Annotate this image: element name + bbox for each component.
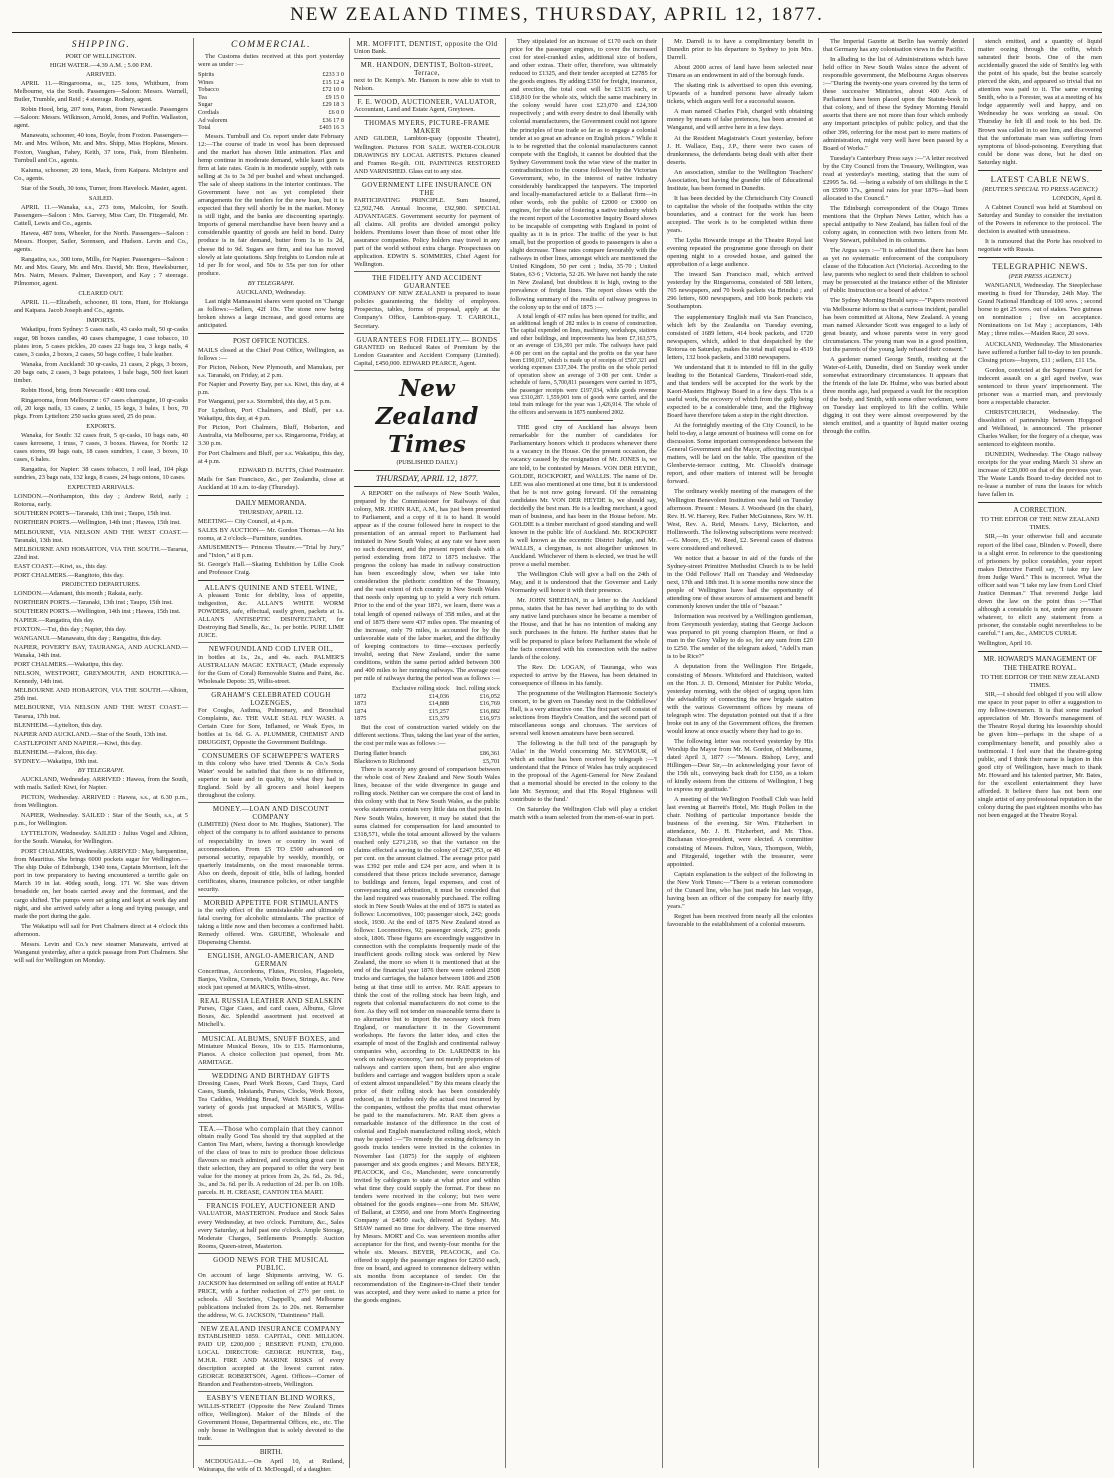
telegraph-entry: PICTON, Wednesday. ARRIVED : Hawea, s.s., at 6.30 p.m., from Wellington. [14,793,188,809]
shipping-entry: Star of the South, 30 tons, Turner, from Havelock. Master, agent. [21,184,187,192]
telegraph-entry: LYTTELTON, Wednesday. SAILED : Julius Vogel and Albion, for the South. Wanaka, for Wellington. [14,830,188,846]
ad-title: CONSUMERS OF SCHWEPPE'S WATERS [202,752,340,761]
ad-body: Accountant, Land and Estate Agent, Greytown. [354,106,476,114]
leader-paragraph: A REPORT on the railways of New South Wales, prepared by the Commissioner for Railways of that colony, MR. JOHN RAE, A.M., has just been presented to Parliament, and a copy of it is to hand. It would appear as if the course followed here in respect to the presentation of an annual report to Parliament had imitated in New South Wales; at any rate we have seen no such document, and the present report deals with a period extending from 1872 to 1875 inclusive. The progress the colony has made in railway construction has been exceedingly slow, when we take into consideration the plethoric condition of the Treasury, and the vast extent of rich country in New South Wales that needs only opening up to yield a very rich return. Prior to the end of the year 1871, we learn, there was a total length of opened railways of 358 miles, and at the end of 1875 there were 437 miles open. The meaning of the increase, only 79 miles, is accounted for by the unfavorable state of the labor market, and the difficulty of keeping contractors to time—excuses perfectly invalid, seeing that New Zealand, under the same conditions, within the same period added between 300 and 400 miles to her running railways. The average cost per mile of railways during the period was as follows :— [354,489,500,682]
shipping-entry: Hawea, 487 tons, Wheeler, for the North. Passengers—Saloon : Messrs. Hooper, Sailer, Sorensen, and Hudson. Levin and Co., agents. [14,229,188,254]
advertisement [198,899,344,950]
table-cell: £16,973 [479,715,500,723]
column-rule [818,38,819,1468]
ad-title: NEW ZEALAND INSURANCE COMPANY [200,1325,342,1334]
ad-body: WILLIS-STREET (Opposite the New Zealand Times office, Wellington). Maker of the Blinds of the Government House, Departmental Offices, etc., etc. The only house in Wellington that is solely devoted to the trade. [198,1402,344,1442]
cable-place: LONDON, April 8. [1052,194,1102,202]
news-paragraph: The Argus says :—"It is admitted that there has been as yet no systematic enforcement of the compulsory clause of the Education Act (Victoria). According to the law, parents who neglect to send their children to school may be prosecuted at the instance either of the Minister of Public Instruction or a board of advice." [823,247,968,295]
shipping-entry: Kaiuma, schooner, 20 tons, Mack, from Kaipara. McIntyre and Co., agents. [14,166,188,182]
section-rule [198,580,344,581]
cleared-heading: CLEARED OUT. [78,290,124,298]
shipping-entry: APRIL 11.—Wanaka, s.s., 273 tons, Malcolm, for South. Passengers—Saloon : Mrs. Garvey, Miss Carr, Dr. Fitzgerald, Mr. Cattell, Lewis and Co., agents. [14,203,188,227]
section-rule [354,470,500,471]
imports-heading: IMPORTS. [86,317,116,325]
advertisement [354,40,500,59]
memoranda-title: DAILY MEMORANDA. [235,498,307,507]
correction-addressee: TO THE EDITOR OF THE NEW ZEALAND TIMES. [980,516,1100,532]
news-paragraph: The following letter was received yesterday by His Worship the Mayor from Mr. M. Gordon, of Melbourne, dated April 3, 1877 :—"Messrs. Bishop, Levy, and Hillingen—Dear Sir,—In acknowledging your favor of the 15th ult., conveying back draft for £150, as a token of kindly esteem from the citizens of Wellington, I beg to express my gratitude." [667,737,813,794]
ad-body: COMPANY OF NEW ZEALAND is prepared to issue policies guaranteeing the fidelity of employees. Prospectus, tables, forms of proposal, apply at the Company's Office, Lambton-quay. T. CARROLL, Secretary. [354,290,500,330]
table-cell: £14,036 [428,692,450,700]
section-rule [198,495,344,496]
column-rule [349,38,350,1468]
shipping-entry: PORT CHALMERS.—Wakatipu, this day. [14,661,123,669]
paper-published: (PUBLISHED DAILY.) [396,458,458,466]
commercial-title: COMMERCIAL. [230,40,312,50]
ad-body: (LIMITED) (Next door to Mr. Hughes, Stationer). The object of the company is to afford assistance to persons of respectability in town or country in want of accommodation. From £5 TO £500 advanced on personal security, repayable by weekly, monthly, or quarterly instalments, on the most reasonable terms. Also on deeds, deposit of title, bills of lading, bonded certificates, shares, insurance policies, or other tangible security. [198,821,344,893]
issue-date: THURSDAY, APRIL 12, 1877. [375,472,479,483]
commercial-telegraph-title: BY TELEGRAPH. [247,279,295,287]
customs-amount: £72 10 0 [322,86,344,94]
shipping-title: SHIPPING. [71,40,131,50]
page-masthead: NEW ZEALAND TIMES, THURSDAY, APRIL 12, 1877. [290,4,824,25]
table-header: Incl. rolling stock [456,684,500,692]
leader-paragraph: They stipulated for an increase of £170 each on their price for the passenger engines, to cover the increased cost for steel-cranked axles, additional size of boilers, and other extras. Their offer, therefore, was ultimately reduced to £1325, and their tender accepted at £2785 for the goods engines. By adding £350 for freight, insurance, and erection, the total cost will be £3135 each, or £18,810 for the whole six, which the same machinery in the colony would have cost £23,070 and £24,300 respectively ; and with every desire to deal liberally with colonial manufacturers, the Government could not ignore the principles of true trade so far as to engage a colonial tender at so great an advance on English prices." While it is to be regretted that the colonial manufacturers cannot compete with the English, it cannot be doubted that the Sydney Government took the wise view of the matter in contradistinction to the course followed by the Victorian Government, who, in the interest of native industry considerably handicapped the taxpayers. The imported and locally-manufactured article to a Ballarat firm—in other words, rob the public of £2000 or £3000 on engines, for the sake of fostering a native industry which the recent report of the Locomotive Inquiry Board shows to be incapable of competing with England in point of quality as it is in price. The traffic of the year is but small, but the proportion of goods to passengers is also a slight decrease. These rates compare favourably with the railways in other lines, amongst which are mentioned the United Kingdom, 50 per cent ; India, 35·70 ; United States, 63·6 ; Victoria, 52·26. We have not handy the rate in New Zealand, but doubtless it is high, owing to the prevalence of freight lines. The report closes with the following summary of the results of railway progress in the colony up to the end of 1875 :— [510,38,657,311]
howard-letter-title: MR. HOWARD'S MANAGEMENT OF THE THEATRE ROYAL. [983,655,1097,673]
cable-item: A Cabinet Council was held at Stamboul on Saturday and Sunday to consider the invitation of the Powers in reference to the protocol. The decision is awaited with uneasiness. [978,203,1102,235]
shipping-entry: Rangatira, for Napier: 38 cases tobacco, 1 roll lead, 104 pkgs sundries, 23 bags oats, 132 kegs, 8 cases, 24 bags onions, 10 cases. [14,466,188,482]
advertisement [198,805,344,897]
birth-title: BIRTH. [259,1447,283,1456]
ad-body: A pleasant Tonic for debility, loss of appetite, indigestion, &c. ALLAN'S WHITE WORM POWDERS, safe, effectual, easily given, packets at 1s. ALLAN'S ANTISEPTIC DISINFECTANT, for Destroying Bad Smells, &c., 1s. per bottle. PURE LIME JUICE. [198,592,344,640]
ad-title: MONEY.—LOAN AND DISCOUNT COMPANY [212,805,330,822]
commercial-telegraph-text: Last night Mannassini shares were quoted on 'Change as follows:—Sellers, 42f 10s. The stone now being broken shows a large increase, and good returns are anticipated. [198,297,344,329]
ad-title: GRAHAM'S CELEBRATED COUGH LOZENGES, [211,690,331,707]
post-office-title: POST OFFICE NOTICES. [233,336,309,345]
advertisement [198,645,344,688]
advertisement [198,997,344,1032]
ad-title: ALLAN'S QUININE AND STEEL WINE, [204,584,338,593]
shipping-entry: Wanaka, for South: 32 cases fruit, 5 qr-casks, 10 bags oats, 40 cases kerosene, 1 truss, 7 cases, 3 boxes. Hawea, for North: 12 cases stores, 99 bags oats, 18 cases sundries, 1 case, 3 boxes, 10 cases, 6 bales. [14,432,188,464]
shipping-entry: Wanaka, from Auckland: 30 qr-casks, 21 cases, 2 pkgs, 3 boxes, 20 bags oats, 2 cases, 3 bags potatoes, 1 bale bags, 500 feet kauri timber. [14,360,188,384]
shipping-entry: APRIL 11.—Ringarooma, ss., 125 tons, Whitburn, from Melbourne, via the South. Passengers—Saloon: Messrs. Warnell, Butler, Trumble, and Reid ; 4 steerage. Rodney, agent. [14,80,188,104]
news-paragraph: In alluding to the list of Administrations which have held office in New South Wales since the advent of responsible government, the Melbourne Argus observes :—"During the twenty-one years covered by the term of these successive Ministries, about 400 Acts of Parliament have been placed upon the Statute-book in that colony, and of these the Sydney Morning Herald asserts that there are not more than four which embody any important principles of public policy, and that the other 396, referring for the most part to mere matters of administration, might very well have been passed by a Board of Works." [823,56,968,152]
ad-title: THOMAS MYERS, PICTURE-FRAME MAKER [364,119,490,136]
ad-title: REAL RUSSIA LEATHER AND SEALSKIN [199,997,343,1006]
ad-body: Purses, Cigar Cases, and card cases, Albums, Glove Boxes, &c. Splendid assortment just received at Mitchell's. [198,1005,344,1029]
cable-subtitle: (REUTER'S SPECIAL TO PRESS AGENCY.) [982,185,1098,193]
column-leader [354,38,500,1468]
customs-amount: £15 12 4 [322,78,344,86]
column-shipping [14,38,188,1468]
ad-title: GOOD NEWS FOR THE MUSICAL PUBLIC. [213,1255,329,1272]
shipping-entry: SOUTHERN PORTS—Taranaki, 13th inst ; Taupo, 15th inst. [14,510,171,518]
news-paragraph: Tuesday's Canterbury Press says :—"A letter received by the City Council from the Treasury, Wellington, was read at yesterday's meeting, stating that the sum of £2995 5s. 6d. —being a subsidy of ten shillings in the £ on £5990 17s., general rates for year 1876—had been allocated to the Council." [823,154,968,202]
post-notice: For Lyttelton, Port Chalmers, and Bluff, per s.s. Wakatipu, this day, at 4 p.m. [198,407,344,423]
advertisement [198,1256,344,1323]
ad-body: is the only effect of the unmistakeable and ultimately fatal craving for alcoholic stimulants. The practice of taking a little now and then becomes a confirmed habit. Remedy offered. Wm. GRUEBE, Wholesale and Dispensing Chemist. [198,906,344,947]
customs-item: Tea [198,93,207,101]
shipping-entry: BLENHEIM.—Falcon, this day. [14,748,97,756]
ad-title: THE FIDELITY AND ACCIDENT GUARANTEE [372,274,482,291]
commercial-telegraph-place: AUCKLAND, Wednesday. [236,288,306,296]
news-paragraph: A man named Charles Fish, charged with obtaining money by means of false pretences, has been arrested at Wanganui, and will arrive here in a few days. [667,108,813,132]
news-paragraph: The inward San Francisco mail, which arrived yesterday by the Ringarooma, consisted of 580 letters, 765 newspapers, and 70 book packets via Brindisi ; and 296 letters, 600 newspapers, and 100 book packets via Southampton. [667,271,813,311]
shipping-entry: MELBOURNE AND HOBARTON, VIA THE SOUTH.—Albion, 25th inst. [14,687,188,703]
shipping-entry: LONDON.—Adamant, this month ; Rakaia, early. [14,589,143,597]
table-cell: £16,052 [479,692,500,700]
customs-item: Ad valorem [198,116,228,124]
section-rule [198,333,344,334]
table-cell: 1875 [354,715,367,723]
column-commercial [198,38,344,1473]
table-cell: £15,379 [428,715,450,723]
news-paragraph: We understand that it is intended to fill in the gully leading to the Botanical Gardens, Tinakori-road side, and that tenders will be accepted for the work by the Kaori-Masters Highway Board in a few days. This is a useful work, the recovery of which from the gully being expected to be a considerable time, and the Highway Board have therefore taken a step in the right direction. [667,363,813,420]
customs-amount: £233 3 0 [322,71,344,79]
advertisement [354,274,500,333]
table-cell: £15,257 [428,707,450,715]
shipping-entry: NORTHERN PORTS.—Wellington, 14th inst ; Hawea, 15th inst. [14,519,181,527]
shipping-entry: SYDNEY.—Wakatipu, 19th inst. [14,757,99,765]
shipping-entry: Robin Hood, brig, 207 tons, Paton, from Newcastle. Passengers—Saloon: Messrs. Wilkinson, Arnold, Jones, and Poffin. Wallaston, agent. [14,106,188,130]
ad-body: obtain really Good Tea should try that supplied at the Canton Tea Mart, where, having a thorough knowledge of the class of teas to mix to produce those delicious flavours so much admired, and exercising great care in their selection, they are prepared to offer the very best value for the money at prices from 2s, 2s. 6d., 2s. 9d., 3s., and 3s. 6d. per lb. A reduction of 2d. per lb. on 10lb. parcels. H. H. CREASE, CANTON TEA MART. [198,1133,344,1197]
ad-body: AND GILDER, Lambton-quay (opposite Theatre), Wellington. Pictures FOR SALE. WATER-COLOUR DRAWINGS BY LOCAL ARTISTS. Pictures cleaned and Frames Re-gilt. OIL PAINTINGS RESTORED AND VARNISHED. Glass cut to any size. [354,135,500,175]
shipping-entry: FOXTON.—Tui, this day ; Napier, this day. [14,626,127,634]
ad-title: EASBY'S VENETIAN BLIND WORKS, [206,1394,336,1403]
advertisement [198,1394,344,1445]
news-paragraph: The Imperial Gazette at Berlin has warmly denied that Germany has any colonisation views in the Pacific. [823,38,968,54]
memoranda-item: SALES BY AUCTION— Mr. Gordon Thomas.—At his rooms, at 2 o'clock—Furniture, sundries. [198,526,344,542]
customs-item: Total [198,124,211,132]
section-rule [978,257,1102,258]
post-notice: EDWARD D. BUTTS, Chief Postmaster. [238,466,344,474]
telegraph-heading: BY TELEGRAPH. [77,766,125,774]
news-paragraph: The ordinary weekly meeting of the managers of the Wellington Benevolent Institution was held on Tuesday afternoon. Present : Messrs. J. Woodward (in the chair), Rev. H. W. Harvey, Rev. Father McGuinness, Rev. W. H. West, Rev. A. Reid, Messrs. Levy, Bickerton, and Hollinworth. The following subscriptions were received:—G. Moore, £5 ; W. Reed, £2. Several cases of distress were considered and relieved. [667,488,813,552]
shipping-entry: MELBOURNE AND HOBARTON, VIA THE SOUTH.—Tararua, 22nd inst. [14,545,188,561]
advertisement [198,752,344,803]
customs-amount: £403 16 3 [319,124,344,132]
ad-title: MR. HANDON, DENTIST, Bolton-street, Terrace, [360,61,494,78]
post-notice: For Wanganui, per s.s. Stormbird, this day, at 5 p.m. [198,398,332,406]
port-heading: PORT OF WELLINGTON. [65,53,137,60]
shipping-entry: LONDON.—Northampton, this day ; Andrew Reid, early ; Rotorua, early. [14,493,188,509]
memoranda-item: MEETING— City Council, at 4 p.m. [198,517,294,525]
table-cell: £16,882 [479,707,500,715]
shipping-entry: APRIL 11.—Elizabeth, schooner, 81 tons, Hunt, for Hokianga and Kaipara. Jacob Joseph and Co., agents. [14,299,188,315]
news-paragraph: The skating rink is advertised to open this evening. Upwards of a hundred persons have already taken tickets, which augurs well for a successful season. [667,82,813,106]
shipping-entry: NORTHERN PORTS.—Taranaki, 13th inst ; Taupo, 15th inst. [14,598,173,606]
news-paragraph: Information was received by a Wellington gentleman, from Greymouth yesterday, stating that George Jackson was prepared to pit young champion Hearn, or find a man in the Grey Valley to do so, for any sum from £20 to £250. The sender of the telegram asked, "Adell's man is to be Rice?" [667,613,813,661]
news-paragraph: stench emitted, and a quantity of liquid matter oozing through the coffin, which saturated their boots. One of the men accidentally grazed the side of Smith's leg with the point of his spade, but the bruise scarcely pierced the skin, and appeared so trivial that no attention was paid to it. The same evening Smith, who is a Forester, was at a meeting of his lodge apparently well and happy, and on Wednesday he was working as usual. On Thursday he felt ill and took to his bed. Dr. Brown was called in to see him, and discovered that the unfortunate man was suffering from symptoms of blood-poisoning. Everything that could be done was done, but he died on Saturday night. [978,38,1102,166]
advertisement [354,98,500,117]
table-cell: Blacktown to Richmond [354,757,415,765]
ad-title: WEDDING AND BIRTHDAY GIFTS [211,1071,331,1080]
column-cable-news [978,38,1102,1468]
news-paragraph: We notice that a bazaar in aid of the funds of the Sydney-street Primitive Methodist Church is to be held in the Odd Fellows' Hall on Tuesday and Wednesday next, 17th and 18th inst. It is some months now since the people of Wellington have had the opportunity of attending one of these sources of amusement and benefit commonly known under the title of "bazaar." [667,554,813,611]
ad-title: GOVERNMENT LIFE INSURANCE ON THE [361,180,493,197]
ad-title: MORBID APPETITE FOR STIMULANTS [203,898,339,907]
news-paragraph: Mr. Darrell is to have a complimentary benefit in Dunedin prior to his departure to Sydney to join Mrs. Darrell. [667,38,813,62]
advertisement [198,1125,344,1200]
expected-heading: EXPECTED ARRIVALS. [67,484,135,492]
memoranda-item: AMUSEMENTS— Princess Theatre.—"Trial by Jury," and "Ixion," at 8 p.m. [198,543,344,559]
advertisement [198,584,344,643]
advertisement [198,1202,344,1253]
ad-body: in this colony who have tried 'Dennis & Co.'s Soda Water' would be satisfied that there is no difference, superior in taste and in quality, to what they had in England. Sold by all grocers and hotel keepers throughout the colony. [198,760,344,800]
advertisement [198,691,344,750]
shipping-entry: CASTLEPOINT AND NAPIER.—Kiwi, this day. [14,739,142,747]
telegraphic-item: Gordon, convicted at the Supreme Court for indecent assault on a girl aged twelve, was sentenced to three years' imprisonment. The prisoner was a married man, and previously bore a respectable character. [978,366,1102,406]
section-rule [978,651,1102,652]
shipping-entry: Wakatipu, from Sydney: 5 cases nails, 43 casks malt, 50 qr-casks sugar, 98 boxes candles, 40 cases champagne, 1 case tobacco, 10 plates iron, 5 cases pickles, 20 cases 22 bags tea, 3 kegs nails, 4 cases, 3 casks, 2 boxes, 2 cases, 50 bags coffee, 1 bale leather. [14,326,188,358]
ad-body: next to Dr. Kemp's. Mr. Hanson is now able to visit to Nelson. [354,77,500,93]
shipping-entry: Manawatu, schooner, 40 tons, Boyle, from Foxton. Passengers—Mr. and Mrs. Wilson, Mr. and Mrs. Shipp, Miss Hopkins, Messrs. Foxton, Vaughan, Fahey, Keith, 37 tons, Fisk, from Blenheim. Turnbull and Co., agents. [14,132,188,164]
post-notice: Mails for San Francisco, &c., per Zealandia, close at Auckland at 10 a.m. to-day (Thursday). [198,475,344,491]
cable-item: It is rumoured that the Porte has resolved to negotiate with Russia. [978,238,1102,254]
memoranda-date: THURSDAY, APRIL 12. [238,508,304,516]
ad-body: On account of large Shipments arriving, W. G. JACKSON has determined on selling off entire at HALF PRICE, with a further reduction of 27½ per cent. to schools. All Societies, Chappell's, and Melbourne publications included from 2s. to 20s. net. Remember the address, W. G. JACKSON, "Daintiness" Hall. [198,1271,344,1320]
howard-letter-addressee: TO THE EDITOR OF THE NEW ZEALAND TIMES. [980,674,1100,690]
shipping-entry: SOUTHERN PORTS.—Wellington, 14th inst ; Hawea, 15th inst. [14,607,181,615]
news-paragraph: About 2000 acres of land have been selected near Timaru as an endowment in aid of the borough funds. [667,64,813,80]
ad-body: ESTABLISHED 1859. CAPITAL, ONE MILLION. PAID UP, £200,000 ; RESERVE FUND, £70,000. LOCAL DIRECTOR: GEORGE HUNTER, Esq., M.H.R. FIRE AND MARINE RISKS of every description accepted at the lowest current rates. GEORGE ROBERTSON, Agent. Offices—Corner of Brandon and Featherston-streets, Wellington. [198,1333,344,1389]
table-cell: 1873 [354,700,367,708]
shipping-entry: Ringarooma, from Melbourne : 67 cases champagne, 10 qr-casks oil, 20 kegs nails, 13 cases, 2 tanks, 15 kegs, 3 bales, 1 box, 70 pkgs. From Lyttelton: 250 sacks grass seed, 25 do peas. [14,396,188,420]
leader-paragraph: But the cost of construction varied widely on the different sections. Thus, taking the last year of the series, the cost per mile was as follows :— [354,723,500,748]
column-local-news [667,38,813,1468]
shipping-entry: WANGANUI.—Manawatu, this day ; Rangatira, this day. [14,635,162,643]
ad-title: TEA.—Those who complain that they cannot [199,1125,343,1133]
telegraph-entry: AUCKLAND, Wednesday. ARRIVED : Hawea, from the South, with mails. Sailed: Kiwi, for Napier. [14,775,188,791]
telegraph-entry: NAPIER, Wednesday. SAILED : Star of the South, s.s., at 5 p.m., for Wellington. [14,812,188,828]
advertisement [354,119,500,178]
birth-notice: MCDOUGALL.—On April 10, at Rutland, Wairarapa, the wife of D. McDougall, of a daughter. [198,1457,344,1473]
correction-title: A CORRECTION. [1013,506,1067,515]
column-rule [662,38,663,1468]
telegraphic-item: WANGANUI, Wednesday. The Steeplechase meeting is fixed for Thursday, 24th May. The Grand National Handicap of 100 sovs. ; second horse to get 25 sovs. out of stakes. Two guineas on nomination ; five on acceptance. Nominations on 1st May ; acceptances, 14th May ; three miles.—Maiden Race, 20 sovs. [978,282,1102,338]
ad-body: For Coughs, Asthma, Pulmonary, and Bronchial Complaints, &c. THE VALE SEAL FLY WASH. A Certain Cure for Sore, Inflamed, or Weak Eyes, in bottles at 1s. 6d. G. A. PLUMMER, CHEMIST AND DRUGGIST, Opposite the Government Buildings. [198,706,344,746]
customs-amount: £9 15 0 [325,93,344,101]
shipping-entry: NELSON, WESTPORT, GREYMOUTH, AND HOKITIKA.—Kennedy, 14th inst. [14,670,188,686]
advertisement [198,1072,344,1123]
table-cell: 1874 [354,707,367,715]
telegraphic-item: AUCKLAND, Wednesday. The Missionaries have suffered a further fall to-day to ten pounds. Closing prices—buyers, £11 ; sellers, £11 15s. [978,340,1102,364]
ad-title: GUARANTEES FOR FIDELITY.— BONDS [356,335,498,344]
advertisement [354,336,500,371]
customs-item: Spirits [198,71,215,79]
commercial-report: Messrs. Turnbull and Co. report under date February 12:—The course of trade in wool has been depressed and the market has shown little animation. Flax and hemp continue in moderate demand, while kauri gum is firm at late rates. Grain is in moderate supply, with oats selling at 3s to 3s 3d per bushel and wheat unchanged. The sale of sheep stations in the interior continues. The Government have not as yet completed their arrangements for the tenders for the new loan, but it is expected that they will shortly be in the market. Money is still tight, and the banks are discounting sparingly. Imports of general merchandise have been heavy and a considerable quantity of goods are held in bond. Dairy produce is in fair demand, butter from 1s to 1s 2d, cheese 8d to 9d. Sugars are firm, and tea has moved slowly at late quotations. Ship freights to London rule at 1d per lb for wool, and 50s to 55s per ton for other produce. [198,132,344,277]
advertisement [198,952,344,995]
news-paragraph: It has been decided by the Christchurch City Council to capitalise the whole of the footpaths within the city boundaries, and a contract for the work has been accepted. The work is to be completed within three years. [667,194,813,235]
ad-body: PARTICIPATING PRINCIPLE. Sum Insured, £2,502,748. Annual Income, £92,980. SPECIAL ADVANTAGES. Government security for payment of all claims. All profits are divided amongst policy holders. Premiums lower than those of most other life assurance companies. Policy holders may travel in any part of the world without extra charge. Prospectuses on application. EDWIN S. SOMMERS, Chief Agent for Wellington. [354,196,500,269]
ad-title: MR. MOFFITT, DENTIST, opposite the Old [356,40,498,48]
arrived-list [14,80,188,193]
ad-body: Dressing Cases, Pearl Work Boxes, Card Trays, Card Cases, Stands, Inkstands, Purses, Clocks, Work Boxes, Tea Caddies, Wedding Bread, Watch Stands. A great variety of goods just unpacked at MARK'S, Willis-street. [198,1079,344,1119]
news-paragraph: THE good city of Auckland has always been remarkable for the number of candidates for Parliamentary honors which it produces whenever there is a vacancy in the House. On the present occasion, the vacancy caused by the resignation of Mr. JONES is, we are told, to be contested by Messrs. VON DER HEYDE, GOLDIE, ROCKPORT, and WALLIS. The name of Dr. LEE was also mentioned at one time, but it is understood that he is not now going forward. Of the remaining candidates Mr. VON DER HEYDE is, we should say, decidedly the best man. He is a leading merchant, a good man of business, and has been in the House before. Mr. GOLDIE is a timber merchant of good standing and well known in the public life of Auckland. Mr. ROCKPORT is well known as the eccentric District Judge, and Mr. WALLIS, a clergyman, is not altogether unknown in Auckland. Whichever of them is elected, we trust he will prove a useful member. [510,424,657,569]
news-paragraph: A gardener named George Smith, residing at the Water-of-Leith, Dunedin, died on Sunday week under somewhat extraordinary circumstances. It appears that the friends of the late Dr. Hulme, who was buried about three months ago, had prepared a vault for the reception of the body, and Smith, with some other workmen, were on Tuesday last employed to lift the coffin. While digging it out they were almost overpowered by the stench emitted, and a quantity of liquid matter oozing through the coffin. [823,355,968,436]
post-notice: For Picton, Nelson, New Plymouth, and Manukau, per s.s. Taranaki, on Friday, at 2 p.m. [198,364,344,380]
ad-body: in bottles at 1s., 2s., and 4s. each. PALMER'S AUSTRALIAN MAGIC EXTRACT, (Made expressly for the Gum of Coral) Removable Stains and Paint, &c. Wholesale Depots: 35, Willis-street. [198,653,344,685]
correction-letter: SIR,—In your otherwise full and accurate report of the libel case, Blinden v. Powell, there is a slight error. In reference to the questioning of prisoners by police constables, your report makes Detective Farrell say, "I take my law from Judge Ward." This is incorrect. What the officer said was "I take my law from Lord Chief Justice Denman." That reverend Judge laid down the law on the point thus :—"That although a constable is not, under any pressure whatever, to elicit any statement from a prisoner, the constable ought nevertheless to be careful." I am, &c., AMICUS CURIÆ. [978,533,1102,638]
customs-intro: The Customs duties received at this port yesterday were as under :— [198,53,344,69]
telegraphic-item: CHRISTCHURCH, Wednesday. The dissolution of partnership between Hopgood and Wellstead, is announced. The prisoner Charles Walker, for the forgery of a cheque, was sentenced to eighteen months. [978,408,1102,449]
ad-body: Union Bank. [354,48,387,56]
leader-paragraph: There is scarcely any ground of comparison between the whole cost of New Zealand and New South Wales lines, because of the wide divergence in gauge and rolling stock. Neither can we compare the cost of land in this colony with that in New South Wales, as the public works statements contain very little data on that point. In New South Wales, however, it may be stated that the sums claimed for compensation for land amounted to £318,571, while the total amount allowed by the valuers reached only £271,218, so that the variance on the claims effected a saving to the colony of £247,353, or 48 per cent. on the amount claimed. The average price paid was £392 per mile and £24 per acre, and when it is considered that these prices include severance, damage to buildings and fences, legal expenses, and cost of conveyancing and arbitration, it must be conceded that the land required was reasonably purchased. The rolling stock in New South Wales at the end of 1875 is stated as follows: Locomotives, 100; passenger stock, 242; goods stock, 1930. At the end of 1875 New Zealand stood as follows: Locomotives, 92; passenger stock, 275; goods stock, 1806. These figures are exceedingly suggestive in connection with the complaints frequently made of the insufficient goods rolling stock was ordered by New Zealand, the more so when it is mentioned that at the end of the financial year 1876 there were ordered 2508 trucks and carriages, the balance between 1806 and 2508 being at that time still to arrive. Mr. RAE appears to think the cost of the rolling stock has been high, and regrets that colonial manufacturers do not come to the fore. As they will not tender on reasonable terms there is no alternative but to import the necessary stock from England, or manufacture it in the Government workshops. He favors the latter idea, and cites the example of most of the English and continental railway companies who, according to Dr. LARDNER in his work on railway economy, "are not merely proprietors of railways and carriers upon them, but are also engine builders and carriage and waggon builders upon a scale of extent almost unparalleled." By this means clearly the price of their rolling stock has been considerably reduced, as it includes only the actual cost incurred by the companies, without the profits that must otherwise be paid to the manufacturers. Mr. RAE then gives a remarkable instance of the difference in the cost of colonial and English manufactured rolling stock, which may be quoted :—"To remedy the existing deficiency in goods trucks tenders were invited in the colonies in November last (1875) for the supply of eighteen passenger and six goods engines ; and Messrs. BEYER, PEACOCK, and Co., Manchester, were concurrently invited by cablegram to state at what price and within what time they could supply the format. For these no tenders were received in the colony; but two were obtained for the goods engines—one from Mr. SHAW, of Ballarat, at £3950, and one from Mort's Engineering Company at £4050 each, delivered at Sydney. Mr. SHAW named no time for delivery. The time reserved by Messrs. MORT and Co. was seventeen months after acceptance for the first, and twenty-four months for the whole six. Messrs. BEYER, PEACOCK, and Co. offered to supply the passenger engines for £2650 each, free on board, and agreed to commence delivery within six months from acceptance of tender. On the recommendation of the Engineer-in-Chief their tender was accepted, and they were asked to name a price for the goods engines. [354,766,500,1305]
news-paragraph: The Lydia Howarde troupe at the Theatre Royal last evening repeated the programme gone through on their opening night to a crowded house, and gained the approbation of a large audience. [667,237,813,269]
section-rule [354,486,500,487]
ad-title: NEWFOUNDLAND COD LIVER OIL, [208,645,334,654]
ad-body: Miniature Musical Boxes, 10s to £15. Harmoniums, Pianos. A choice collection just opened, from Mr. ARMITAGE. [198,1042,344,1066]
news-paragraph: The supplementary English mail via San Francisco, which left by the Zealandia on Tuesday evening, consisted of 1689 letters, 414 book packets, and 1720 newspapers, which, added to that despatched by the Rotorua on Saturday, makes the total mail equal to 4519 letters, 132 book packets, and 3180 newspapers. [667,313,813,361]
customs-item: Tobacco [198,86,219,94]
column-leader-continued [510,38,657,1468]
telegraph-entry: The Wakatipu will sail for Port Chalmers direct at 4 o'clock this afternoon. [14,922,188,938]
customs-item: Wines [198,78,214,86]
shipping-entry: Robin Hood, brig, from Newcastle : 400 tons coal. [21,386,151,394]
news-paragraph: At the fortnightly meeting of the City Council, to be held to-day, a large amount of business will come on for discussion. Some important correspondence between the General Government and the Mayor, affecting municipal matters, will be laid on the table. The question of the Glenbervie-terrace cutting, Mr. Clissold's drainage report, and other matters of interest will be brought forward. [667,422,813,486]
tide-line: HIGH WATER.—4.39 A.M. ; 5.00 P.M. [49,62,153,70]
post-notice: MAILS closed at the Chief Post Office, Wellington, as follows :— [198,346,344,363]
projected-heading: PROJECTED DEPARTURES. [61,580,141,588]
telegraph-entry: PORT CHALMERS, Wednesday. ARRIVED : May, barquentine, from Mauritius. She brings 6000 pockets sugar for Wellington.—The ship Duke of Edinburgh, 1340 tons, Captain Morrison, left the port in tow preparatory to having encountered a terrific gale on March 19 in lat. 40deg south, long. 171 W. She was driven broadside on, her boats carried away and the foremast, and the cargo shifted. The pumps were set going and kept at work day and night, and she arrived safely after a long and trying passage, and made the port during the gale. [14,848,188,920]
table-cell: £14,888 [428,700,450,708]
section-rule [978,170,1102,171]
ad-title: ENGLISH, ANGLO-AMERICAN, AND GERMAN [207,952,335,969]
ad-body: GRANTED on Reduced Rates of Premium by the London Guarantee and Accident Company (Limited). Capital, £450,000. EDWARD PEARCE, Agent. [354,343,500,367]
shipping-entry: BLENHEIM.—Lyttelton, this day. [14,721,103,729]
ad-title: F. E. WOOD, AUCTIONEER, VALUATOR, [357,98,497,107]
customs-item: Cordials [198,109,219,117]
customs-item: Sugar [198,101,213,109]
news-paragraph: The Rev. Dr. LOGAN, of Tauranga, who was expected to arrive by the Hawea, has been detained in consequence of illness in his family. [510,663,657,687]
customs-amount: £6 0 0 [328,109,344,117]
section-rule [978,502,1102,503]
customs-amount: £36 17 8 [322,116,344,124]
table-cell: During flatter branch [354,750,407,758]
column-rule [505,38,506,1468]
ad-body: VALUATOR, MASTERTON. Produce and Stock Sales every Wednesday, at two o'clock. Furniture, &c., Sales every Saturday, at half past one o'clock. Ample Storage, Moderate Charges, Settlements Promptly. Auction Rooms, Queen-street, Masterton. [198,1210,344,1250]
table-cell: £86,361 [479,750,500,758]
cable-title: LATEST CABLE NEWS. [990,173,1090,184]
table-header [354,685,392,693]
customs-amount: £29 18 3 [322,101,344,109]
news-paragraph: A meeting of the Wellington Football Club was held last evening at Barrett's Hotel, Mr. Hugh Pollen in the chair. Nothing of particular importance beside the business of the evening. Sir Wm. Fitzherbert in attendance, Mr. J. H. Fitzherbert, and Mr. Thos. Buchanan vice-president, were elected. A committee consisting of Messrs. Fulton, Vaux, Thompson, Webb, and Fitzgerald, together with the treasurer, were appointed. [667,796,813,868]
howard-letter: SIR,—I should feel obliged if you will allow me space in your paper to offer a suggestion to my fellow-townsmen. It is that some marked appreciation of Mr. Howard's management of the Theatre Royal during his lesseeship should be given him—perhaps in the shape of a complimentary benefit, and possibly also a testimonial. I feel sure that the theatre-going public, and I think their name is legion in this good city of Wellington, have much to thank Mr. Howard and his talented partner, Mr. Bates, for the excellent entertainment they have afforded. It believe there has not been one single artist of any professional reputation in the colony during the past eighteen months who has not been engaged at the Theatre Royal. [978,691,1102,819]
advertisement [354,61,500,96]
advertisement [198,1325,344,1392]
railway-cost-table [354,685,500,723]
post-notice: For Picton, Port Chalmers, Bluff, Hobarton, and Australia, via Melbourne, per s.s. Ringarooma, Friday, at 3.30 p.m. [198,424,344,448]
shipping-entry: NAPIER AND AUCKLAND.—Star of the South, 13th inst. [14,730,168,738]
news-paragraph: The Edinburgh correspondent of the Otago Times mentions that the Orphan News Letter, which has a special antipathy to New Zealand, has fallen foul of the colony again, in connection with two letters from Mr. Vesey Stewart, published in its columns. [823,204,968,245]
customs-table [198,71,344,132]
column-general-news [823,38,968,1468]
exports-heading: EXPORTS. [86,422,116,430]
news-paragraph: Mr. JOHN SHEEHAN, in a letter to the Auckland press, states that he has never had anything to do with any native land purchases since he became a member of the House, and that he has no intention of making any such purchases in the future. He further states that he will be prepared to place before Parliament the whole of the facts connected with his connection with the native lands of the colony. [510,597,657,661]
cost-per-mile-table [354,750,500,765]
telegraphic-title: TELEGRAPHIC NEWS. [992,261,1088,272]
shipping-entry: MELBOURNE, VIA NELSON AND THE WEST COAST.—Tararua, 17th inst. [14,704,188,720]
post-notice: For Port Chalmers and Bluff, per s.s. Wakatipu, this day, at 4 p.m. [198,449,344,465]
correction-date: Wellington, April 10. [978,640,1033,648]
news-paragraph: The programme of the Wellington Harmonic Society's concert, to be given on Tuesday next in the Oddfellows' Hall, is a very attractive one. The first part will consist of selections from Haydn's Creation, and the second part of miscellaneous songs and choruses. The services of several well known amateurs have been secured. [510,689,657,738]
masthead-rule [12,32,1102,33]
advertisement [198,1035,344,1070]
section-rule [554,420,613,421]
news-paragraph: A deputation from the Wellington Fire Brigade, consisting of Messrs. Whiteford and Hutchison, waited on the Hon. J. D. Ormond, Minister for Public Works, yesterday morning, with the object of urging upon him the advisability of connecting the new brigade station with the various Government offices by means of telegraph wire. The deputation pointed out that if a fire broke out in any of the Government offices, the firemen would know at once exactly where they had to go to. [667,663,813,735]
shipping-entry: NAPIER.—Rangatira, this day. [14,617,95,624]
news-paragraph: The Sydney Morning Herald says:—"Papers received via Melbourne inform us that a curious incident, parallel has been committed at Altona, New Zealand. A young man named Alexander Scott was engaged to a lady of great beauty, and whose parents were in very good circumstances. The young man was in a good position, but the parents of the young lady refused their consent." [823,297,968,353]
shipping-entry: EAST COAST.—Kiwi, ss., this day. [14,562,107,570]
paper-nameplate: New Zealand Times [375,374,479,458]
table-header: Exclusive rolling stock [392,684,450,692]
column-rule [973,38,974,1468]
telegraphic-subtitle: (PER PRESS AGENCY.) [1008,273,1072,281]
ad-title: MUSICAL ALBUMS, SNUFF BOXES, and [201,1034,341,1043]
ad-body: Concertinas, Accordeons, Flutes, Piccolos, Flageolets, Banjos, Violins, Cornets, Violin Bows, Strings, &c. New stock just opened at MARK'S, Willis-street. [198,968,344,992]
railway-summary: A total length of 437 miles has been opened for traffic, and an additional length of 282 miles is in course of construction. The capital expended on lines, machinery, workshops, stations and other buildings, and improvements has been £7,163,575, or an average of £16,391 per mile. The railways have paid 4·00 per cent on the capital and the profits on the year have been £190,017, which is made up of receipts of £507,321 and working expenses £337,304. The profits on the whole period of operation show an average of 3·08 per cent. Under a schedule of fares, 5,700,811 passengers were carried in 1875, the passenger receipts were £197,034, while goods revenue was £310,287. 1,559,901 tons of goods were carried, and the total train mileage for the year was 1,426,914. The whole of the officers and servants in 1875 numbered 2002. [510,313,657,416]
shipping-entry: NAPIER, POVERTY BAY, TAURANGA, AND AUCKLAND.—Wanaka, 14th inst. [14,644,188,660]
news-paragraph: An association, similar to the Wellington Teachers' Association, but having the grander title of Educational Institute, has been formed in Dunedin. [667,168,813,192]
table-cell: 1872 [354,692,367,700]
news-paragraph: Regret has been received from nearly all the colonies favourable to the establishment of a colonial museum. [667,912,813,928]
news-paragraph: At the Resident Magistrate's Court yesterday, before J. H. Wallace, Esq., J.P., there were two cases of drunkenness, the defendants being dealt with after their deserts. [667,134,813,166]
table-cell: £16,769 [479,700,500,708]
shipping-entry: MELBOURNE, VIA NELSON AND THE WEST COAST.—Taranaki, 13th inst. [14,528,188,544]
telegraph-entry: Messrs. Levin and Co.'s new steamer Manawatu, arrived at Wanganui yesterday, after a quick passage from Port Chalmers. She will sail for Wellington on Monday. [14,940,188,964]
news-paragraph: On Saturday the Wellington Club will play a cricket match with a team selected from the men-of-war in port. [510,806,657,822]
news-paragraph: The Wellington Club will give a ball on the 24th of May, and it is understood that the Governor and Lady Normanby will honor it with their presence. [510,571,657,595]
sailed-heading: SAILED. [88,194,114,202]
shipping-entry: PORT CHALMERS.—Rangitoto, this day. [14,571,124,579]
news-paragraph: Captain explanation is the subject of the following in the New York Times:—"There is a veteran commodore of the Cunard line, who has just made his last voyage, having been an officer of the company for nearly fifty years." [667,870,813,910]
telegraphic-item: DUNEDIN, Wednesday. The Otago railway receipts for the year ending March 31 show an increase of £20,000 on that of the previous year. The Waste Lands Board to-day decided not to re-lease a number of runs the leases for which have fallen in. [978,451,1102,499]
news-paragraph: The following is the full text of the paragraph by 'Atlas' in the World concerning Mr. SEYMOUR, of which an outline has been received by telegraph :—'I understand that the Prince of Wales has truly acquiesced in the proposal of the Agent-General for New Zealand that a memorial should be erected in the colony to the late Mr. Seymour, and that His Royal Highness will contribute to the fund.' [510,740,657,804]
shipping-entry: Rangatira, s.s., 300 tons, Mills, for Napier. Passengers—Saloon : Mr. and Mrs. Geary, Mr. and Mrs. David, Mr. Bros, Hawksburner, Mrs. Nairn, Messrs. Palmer, Davenport, and Kay ; 7 steerage. Pilmomor, agent. [14,256,188,288]
memoranda-item: St. George's Hall.—Skating Exhibition by Lillie Cook and Professor Craig. [198,561,344,577]
arrived-heading: ARRIVED. [86,71,116,79]
ad-title: FRANCIS FOLEY, AUCTIONEER AND [206,1202,336,1211]
table-cell: £5,701 [482,757,500,765]
advertisement [354,181,500,273]
post-notice: For Napier and Poverty Bay, per s.s. Kiwi, this day, at 4 p.m. [198,381,344,397]
column-rule [193,38,194,1468]
